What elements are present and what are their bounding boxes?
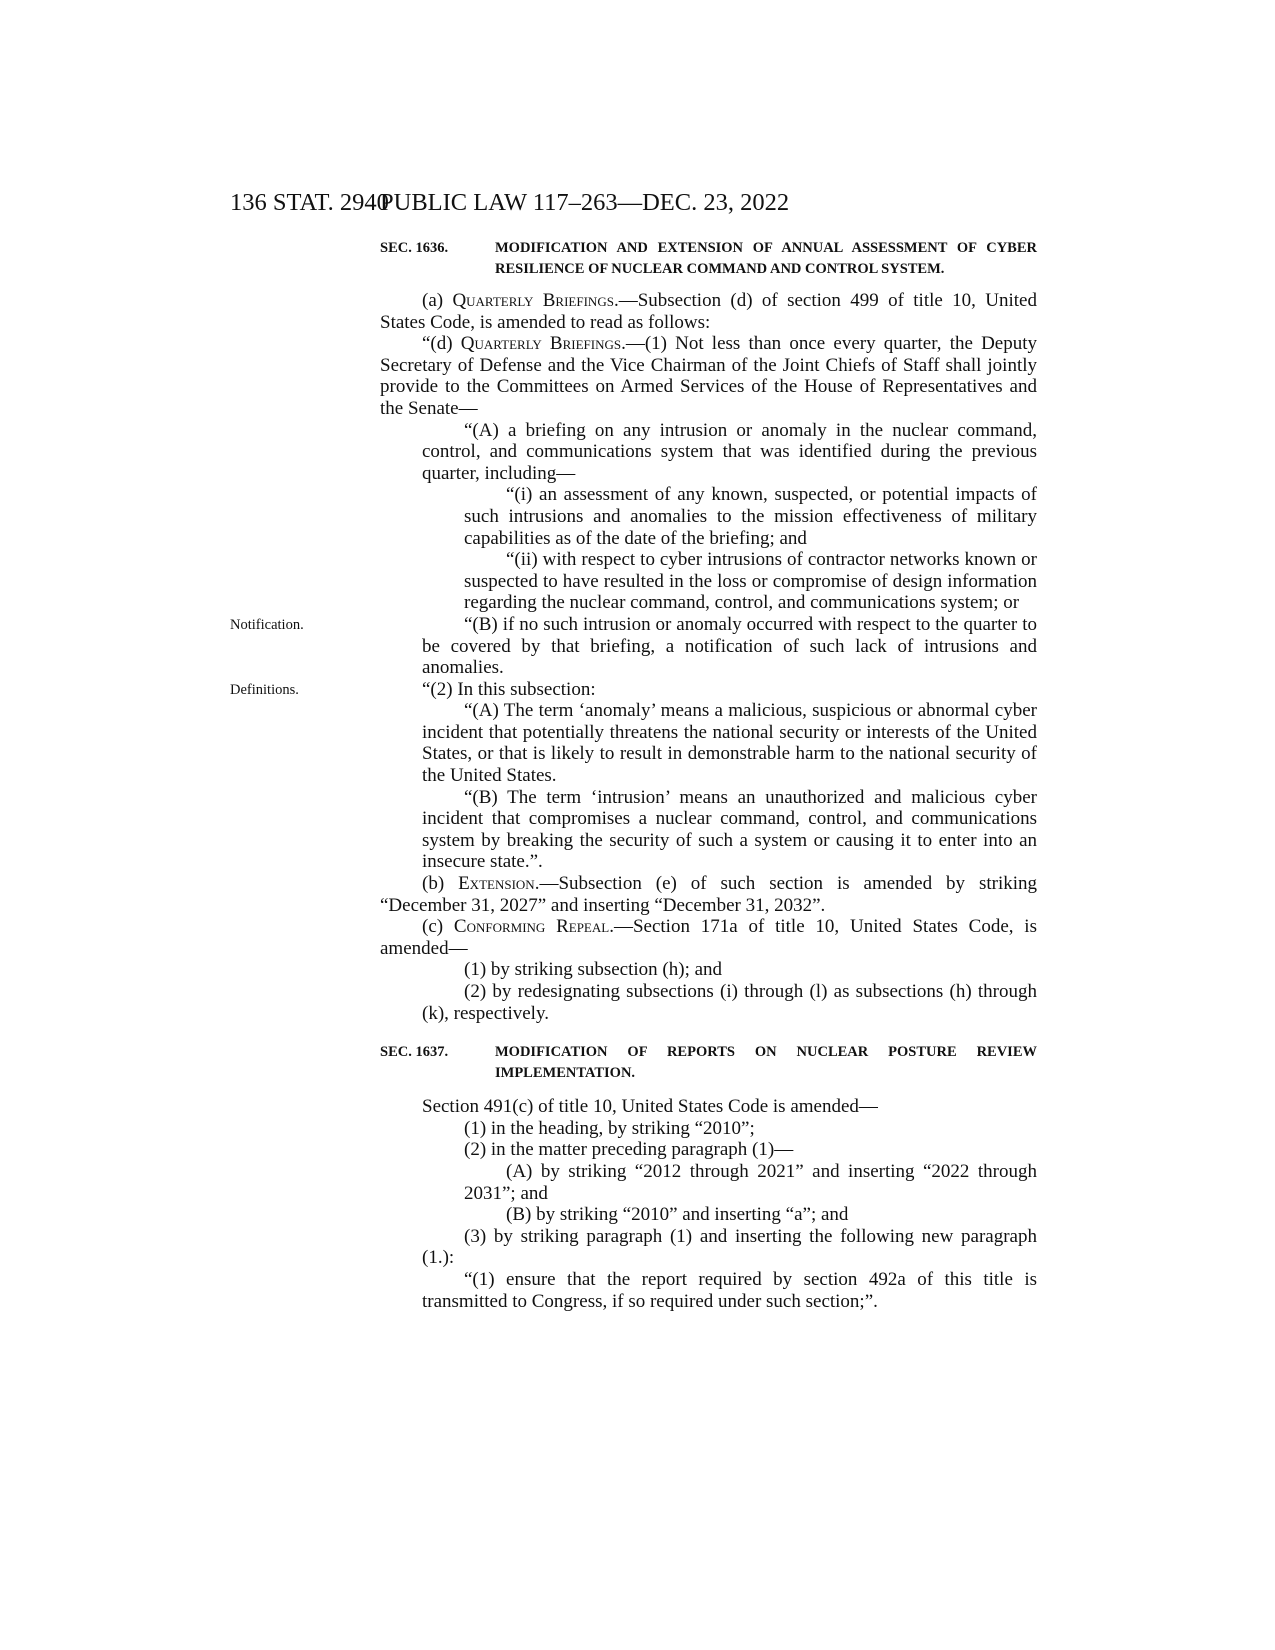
subsection-b bbox=[380, 873, 1037, 916]
subsection-label: (b) bbox=[422, 873, 459, 895]
section-title: MODIFICATION OF REPORTS ON NUCLEAR POSTURE REVIEW IMPLEMENTATION. bbox=[495, 1044, 1037, 1081]
definition-anomaly: “(A) The term ‘anomaly’ means a malicious, suspicious or abnormal cyber incident that potentially threatens the national security or interests of the United States, or that is likely to result in demonstrable harm to the national security of the United States. bbox=[422, 700, 1037, 787]
clause-d1-A-ii: “(ii) with respect to cyber intrusions of contractor networks known or suspected to have resulted in the loss or compromise of design information regarding the nuclear command, control, and communications system; or bbox=[464, 549, 1037, 614]
subsection-text: .—(1) Not less than once every quarter, the Deputy Secretary of Defense and the Vice Chairman of the Joint Chiefs of Staff shall jointly provide to the Committees on Armed Services of the House of Representatives and the Senate— bbox=[380, 333, 1037, 419]
paragraph-1637-2: (2) in the matter preceding paragraph (1)— bbox=[464, 1139, 794, 1161]
paragraph-1637-3: (3) by striking paragraph (1) and inserting the following new paragraph (1.): bbox=[422, 1225, 1037, 1269]
subsection-heading: Conforming Repeal bbox=[453, 916, 610, 938]
margin-note-definitions: Definitions. bbox=[230, 681, 299, 698]
subsection-label: (c) bbox=[422, 916, 454, 938]
clause-d1-B bbox=[230, 613, 1037, 679]
subsection-d-quoted bbox=[380, 333, 1037, 419]
subsection-c bbox=[380, 916, 1037, 959]
subsection-text: .—Section 171a of title 10, United States Code, is amended— bbox=[380, 916, 1037, 959]
subsection-label: (a) bbox=[422, 290, 453, 311]
subsection-heading: Quarterly Briefings bbox=[460, 333, 622, 355]
clause-d1-A: “(A) a briefing on any intrusion or anomaly in the nuclear command, control, and communications system that was identified during the previous quarter, including— bbox=[422, 419, 1037, 484]
section-1637-intro: Section 491(c) of title 10, United States Code is amended— bbox=[422, 1096, 878, 1118]
clause-text: “(B) if no such intrusion or anomaly occurred with respect to the quarter to be covered by that briefing, a notification of such lack of intrusions and anomalies. bbox=[422, 613, 1037, 679]
section-1636-heading bbox=[380, 238, 1037, 279]
quoted-paragraph-1637-3-1: “(1) ensure that the report required by section 492a of this title is transmitted to Congress, if so required under such section;”. bbox=[422, 1268, 1037, 1312]
subparagraph-1637-2A: (A) by striking “2012 through 2021” and inserting “2022 through 2031”; and bbox=[464, 1160, 1037, 1204]
text-column bbox=[230, 238, 1037, 1312]
clause-d1-A-i: “(i) an assessment of any known, suspected, or potential impacts of such intrusions and anomalies to the mission effectiveness of military capabilities as of the date of the briefing; and bbox=[464, 484, 1037, 549]
section-title: MODIFICATION AND EXTENSION OF ANNUAL ASSESSMENT OF CYBER RESILIENCE OF NUCLEAR COMMAND AND CONTROL SYSTEM. bbox=[495, 240, 1037, 277]
subsection-heading: Extension bbox=[458, 873, 535, 895]
paragraph-text: “(2) In this subsection: bbox=[422, 678, 596, 700]
definition-intrusion: “(B) The term ‘intrusion’ means an unauthorized and malicious cyber incident that compromises a nuclear command, control, and communications system by breaking the security of such a system or causing it to enter into an insecure state.”. bbox=[422, 786, 1037, 873]
statute-page-number: 136 STAT. 2940 bbox=[230, 189, 389, 216]
margin-note-notification: Notification. bbox=[230, 616, 304, 633]
public-law-header: PUBLIC LAW 117–263—DEC. 23, 2022 bbox=[380, 189, 790, 216]
paragraph-1637-1: (1) in the heading, by striking “2010”; bbox=[464, 1117, 755, 1139]
subsection-label: “(d) bbox=[422, 333, 461, 355]
subsection-text: .—Subsection (e) of such section is amended by striking “December 31, 2027” and inserting “December 31, 2032”. bbox=[380, 873, 1037, 916]
paragraph-c1: (1) by striking subsection (h); and bbox=[464, 959, 723, 981]
subsection-heading: Quarterly Briefings bbox=[452, 290, 614, 311]
paragraph-d2 bbox=[230, 678, 1037, 701]
subparagraph-1637-2B: (B) by striking “2010” and inserting “a”; and bbox=[506, 1204, 849, 1226]
section-number: SEC. 1636. bbox=[380, 240, 449, 256]
subsection-text: .—Subsection (d) of section 499 of title 10, United States Code, is amended to read as follows: bbox=[380, 290, 1037, 333]
paragraph-c2: (2) by redesignating subsections (i) through (l) as subsections (h) through (k), respectively. bbox=[422, 981, 1037, 1024]
section-number: SEC. 1637. bbox=[380, 1044, 449, 1061]
section-1637-heading bbox=[380, 1042, 1037, 1083]
subsection-a bbox=[380, 290, 1037, 333]
